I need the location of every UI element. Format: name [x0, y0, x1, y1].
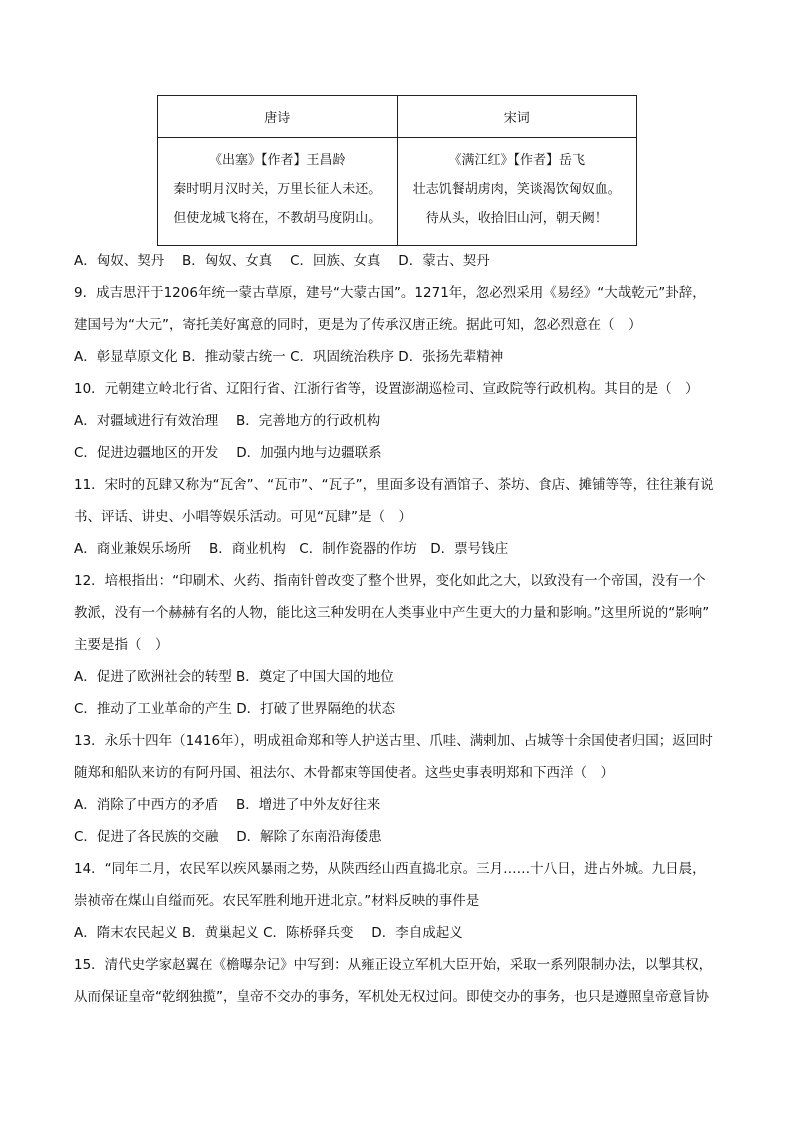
poem-comparison-table: [157, 95, 637, 246]
tang-poem-line: 秦时明月汉时关，万里长征人未还。: [173, 182, 382, 197]
q9-options: A．彰显草原文化 B．推动蒙古统一 C．巩固统治秩序 D．张扬先辈精神: [74, 349, 504, 365]
table-header-row: [158, 96, 637, 138]
tang-poem-cell: [158, 138, 398, 246]
q14-options: A．隋末农民起义 B．黄巢起义 C．陈桥驿兵变 D．李自成起义: [74, 925, 463, 941]
song-ci-line: 壮志饥餐胡虏肉，笑谈渴饮匈奴血。: [412, 182, 621, 197]
header-tang-poetry: 唐诗: [158, 96, 398, 138]
song-ci-title: 《满江红》【作者】岳飞: [448, 153, 585, 168]
q13-options: C．促进了各民族的交融 D．解除了东南沿海倭患: [74, 829, 382, 845]
q10-options: A．对疆域进行有效治理 B．完善地方的行政机构: [74, 413, 381, 429]
q12-stem: 12．培根指出：“印刷术、火药、指南针曾改变了整个世界，变化如此之大，以致没有一个帝国，没有一个: [74, 573, 706, 589]
q15-stem: 15．清代史学家赵翼在《檐曝杂记》中写到：从雍正设立军机大臣开始，采取一系列限制办法，以掣其权，: [74, 957, 713, 973]
q12-options: A．促进了欧洲社会的转型 B．奠定了中国大国的地位: [74, 669, 394, 685]
q8-options: A．匈奴、契丹 B．匈奴、女真 C．回族、女真 D．蒙古、契丹: [74, 253, 490, 269]
q9-stem: 建国号为“大元”，寄托美好寓意的同时，更是为了传承汉唐正统。据此可知，忽必烈意在（ ）: [74, 317, 642, 333]
q12-stem: 主要是指（ ）: [74, 637, 169, 653]
q11-options: A．商业兼娱乐场所 B．商业机构 C．制作瓷器的作坊 D．票号钱庄: [74, 541, 509, 557]
q11-stem: 书、评话、讲史、小唱等娱乐活动。可见“瓦肆”是（ ）: [74, 509, 412, 525]
q15-stem: 从而保证皇帝“乾纲独揽”，皇帝不交办的事务，军机处无权过问。即使交办的事务，也只是遵照皇帝意旨协: [74, 989, 709, 1005]
q10-options: C．促进边疆地区的开发 D．加强内地与边疆联系: [74, 445, 382, 461]
q12-stem: 教派，没有一个赫赫有名的人物，能比这三种发明在人类事业中产生更大的力量和影响。”这里所说的“影响”: [74, 605, 710, 621]
header-song-ci: 宋词: [397, 96, 637, 138]
table-body-row: [158, 138, 637, 246]
q13-stem: 随郑和船队来访的有阿丹国、祖法尔、木骨都束等国使者。这些史事表明郑和下西洋（ ）: [74, 765, 614, 781]
song-ci-cell: [397, 138, 637, 246]
q14-stem: 崇祯帝在煤山自缢而死。农民军胜利地开进北京。”材料反映的事件是: [74, 893, 480, 909]
tang-poem-title: 《出塞》【作者】王昌龄: [208, 153, 346, 168]
q11-stem: 11．宋时的瓦肆又称为“瓦舍”、“瓦市”、“瓦子”，里面多设有酒馆子、茶坊、食店、摊铺等等，往往兼有说: [74, 477, 714, 493]
q13-stem: 13．永乐十四年（1416年），明成祖命郑和等人护送古里、爪哇、满剌加、占城等十余国使者归国；返回时: [74, 733, 713, 749]
q10-stem: 10．元朝建立岭北行省、辽阳行省、江浙行省等，设置澎湖巡检司、宣政院等行政机构。其目的是（ ）: [74, 381, 699, 397]
song-ci-line: 待从头，收拾旧山河，朝天阙！: [425, 211, 608, 226]
q12-options: C．推动了工业革命的产生 D．打破了世界隔绝的状态: [74, 701, 396, 717]
tang-poem-line: 但使龙城飞将在，不教胡马度阴山。: [173, 211, 382, 226]
q13-options: A．消除了中西方的矛盾 B．增进了中外友好往来: [74, 797, 381, 813]
q14-stem: 14．“同年二月，农民军以疾风暴雨之势，从陕西经山西直捣北京。三月……十八日，进占外城。九日晨，: [74, 861, 706, 877]
q9-stem: 9．成吉思汗于1206年统一蒙古草原，建号“大蒙古国”。1271年，忽必烈采用《易经》“大哉乾元”卦辞，: [74, 285, 706, 301]
